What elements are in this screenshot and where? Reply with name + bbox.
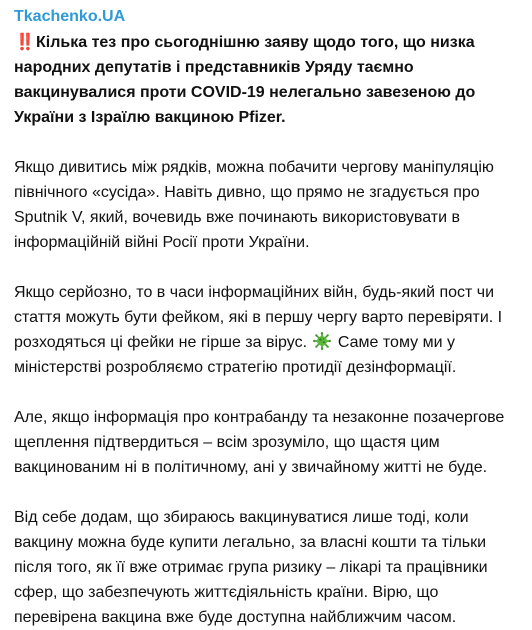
virus-icon bbox=[313, 332, 331, 350]
channel-name-link[interactable]: Tkachenko.UA bbox=[14, 8, 126, 25]
post-paragraph-3: Але, якщо інформація про контрабанду та незаконне позачергове щеплення підтвердиться – всім зрозуміло, що щастя цим вакцинованим ні в політичному, ані у звичайному житті не буде. bbox=[14, 409, 505, 476]
headline-text: Кілька тез про сьогоднішню заяву щодо того, що низка народних депутатів і представників Уряду таємно вакцинувалися проти COVID-19 нелегально завезеною до України з Ізраїлю вакциною Pfizer. bbox=[14, 34, 476, 126]
paragraph-2-text-start: Якщо серйозно, то в часи інформаційних війн, будь-який пост чи стаття можуть бути фейком, які в першу чергу варто перевіряти. І розходяться ці фейки не гірше за вірус. bbox=[14, 284, 503, 351]
double-exclamation-icon: ‼️ bbox=[15, 34, 33, 51]
post-paragraph-4: Від себе додам, що збираюсь вакцинуватися лише тоді, коли вакцину можна буде купити легально, за власні кошти та тільки після того, як її вже отримає група ризику – лікарі та працівники сфер, що забезпечують життєдіяльність країни. Вірю, що перевірена вакцина вже буде доступна найближчим часом. bbox=[14, 509, 488, 626]
post-paragraph-2 bbox=[14, 280, 522, 380]
paragraph-2-text-end: Саме тому ми у міністерстві розробляємо стратегію протидії дезінформації. bbox=[14, 334, 457, 376]
post-paragraph-1: Якщо дивитись між рядків, можна побачити чергову маніпуляцію північного «сусіда». Навіть дивно, що прямо не згадується про Sputnik V, який, вочевидь вже починають використовувати в інформаційній війні Росії проти України. bbox=[14, 159, 494, 251]
post-headline bbox=[14, 30, 522, 130]
